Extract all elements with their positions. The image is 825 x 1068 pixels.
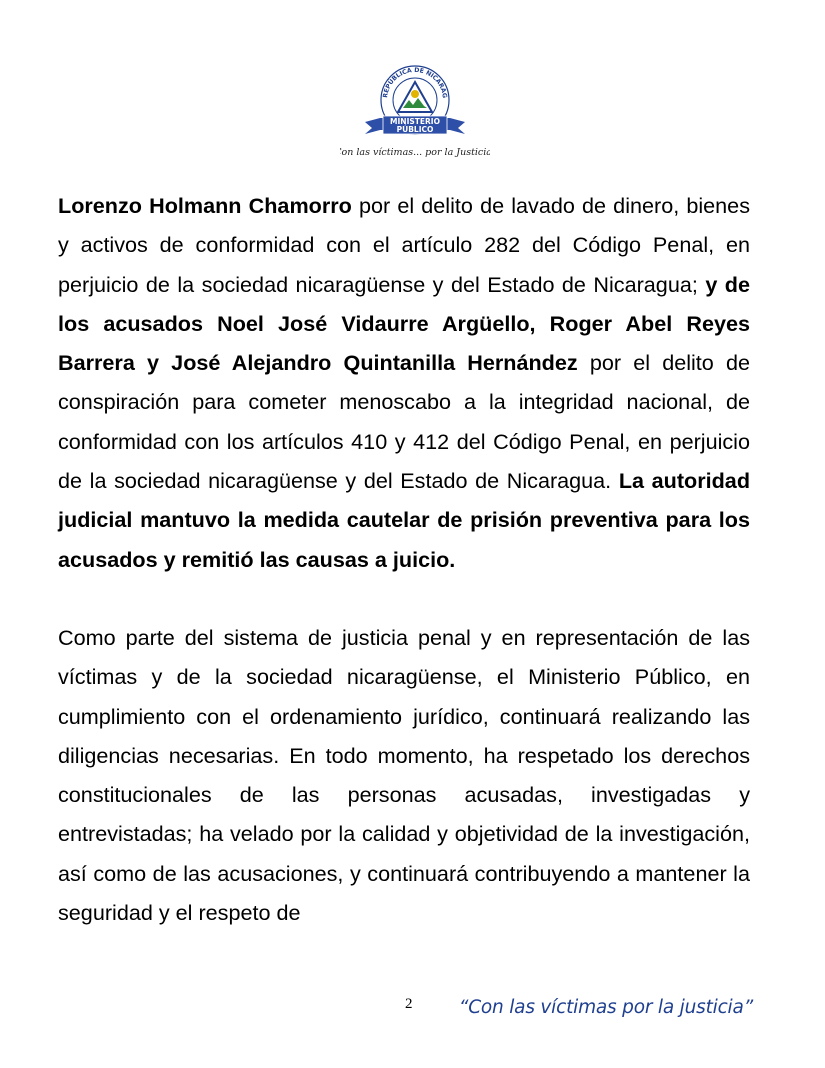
banner-line1: MINISTERIO [390,117,440,126]
defendant-name: Lorenzo Holmann Chamorro [58,193,352,218]
seal-ring-text: REPÚBLICA DE NICARAG [382,66,449,99]
court-ruling: La autoridad judicial mantuvo la medida cautelar de prisión preventiva para los acusados y remitió las causas a juicio. [58,468,751,572]
page-number: 2 [405,996,413,1012]
charge-text-2: por el delito de conspiración para cometer menoscabo a la integridad nacional, de conformidad con los artículos 410 y 412 del Código Penal, en perjuicio de la sociedad nicaragüense y del Estado de Nicaragua. [58,350,751,494]
document-body [58,186,750,932]
charge-text-1: por el delito de lavado de dinero, bienes y activos de conformidad con el artículo 282 del Código Penal, en perjuicio de la sociedad nicaragüense y del Estado de Nicaragua; [58,193,750,297]
ministerio-publico-logo [340,58,490,173]
banner-line2: PÚBLICO [396,125,434,134]
defendants-list: y de los acusados Noel José Vidaurre Argüello, Roger Abel Reyes Barrera y José Alejandro Quintanilla Hernández [58,271,750,376]
paragraph-2: Como parte del sistema de justicia penal y en representación de las víctimas y de la sociedad nicaragüense, el Ministerio Público, en cumplimiento con el ordenamiento jurídico, continuará realizando las diligencias necesarias. En todo momento, ha respetado los derechos constitucionales de las personas acusadas, investigadas y entrevistadas; ha velado por la calidad y objetividad de la investigación, así como de las acusaciones, y continuará contribuyendo a mantener la seguridad y el respeto de [58,624,750,926]
logo-motto: Con las víctimas... por la Justicia! [340,147,490,158]
footer-motto: “Con las víctimas por la justicia” [458,997,753,1018]
national-seal-icon [340,58,490,173]
paragraph-1 [58,186,750,579]
